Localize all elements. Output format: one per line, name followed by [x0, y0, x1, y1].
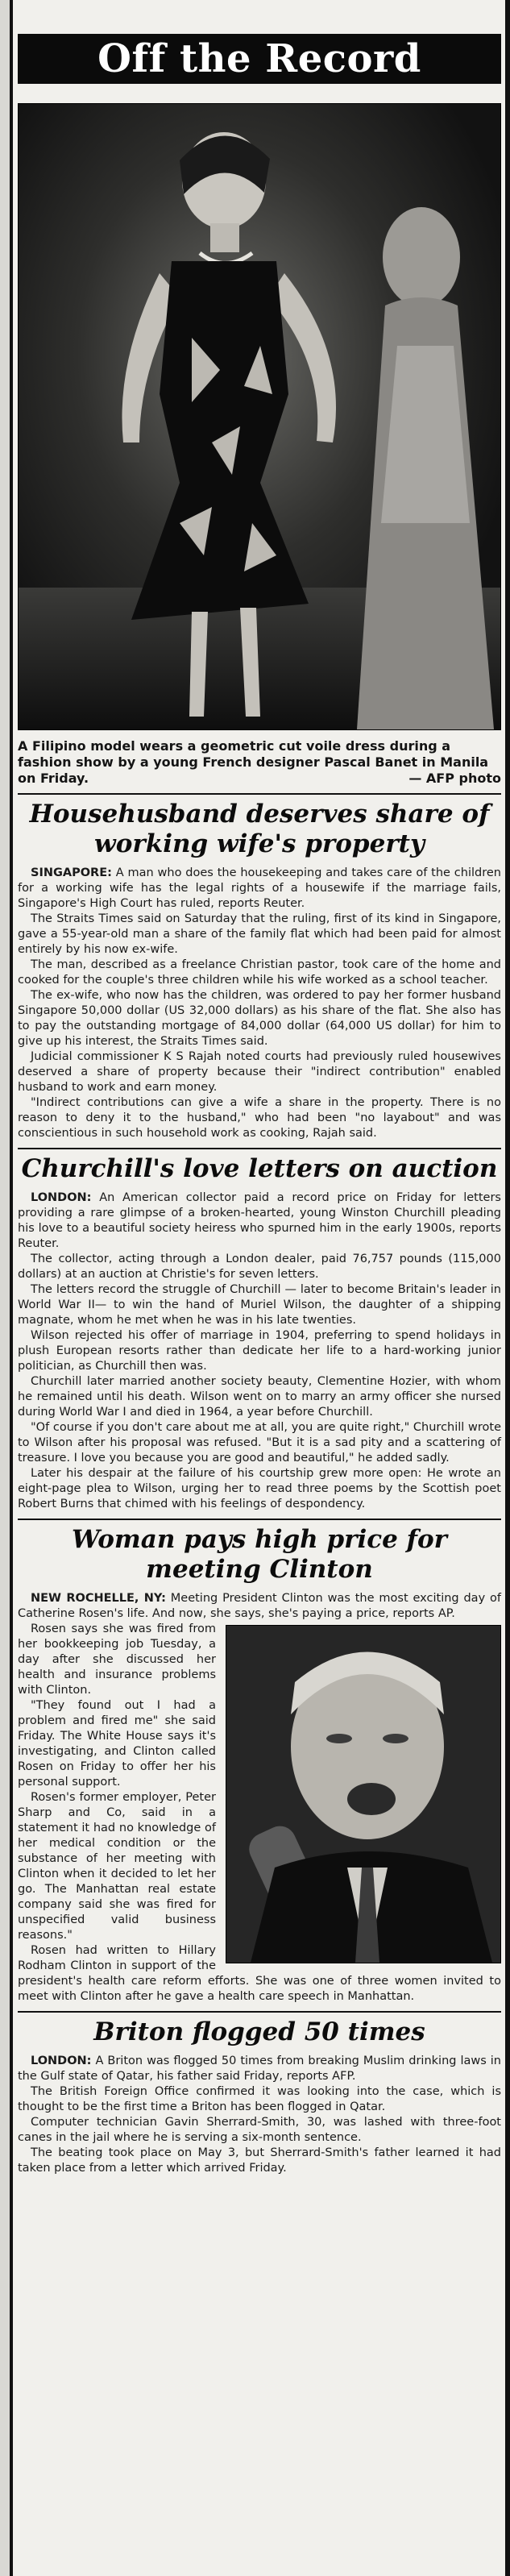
article-paragraph: The man, described as a freelance Christian pastor, took care of the home and cooked for the couple's three children while his wife worked as a school teacher. — [18, 958, 501, 987]
article-paragraph: Computer technician Gavin Sherrard-Smith, 30, was lashed with three-foot canes in the jail where he is serving a six-month sentence. — [18, 2116, 501, 2144]
househusband-headline: Househusband deserves share of working wife's property — [29, 800, 490, 858]
article-paragraph: "Indirect contributions can give a wife a share in the property. There is no reason to deny it to the husband," who had been "no layabout" and was conscientious in such household work as cooking, Rajah said. — [18, 1096, 501, 1140]
caption-text: A Filipino model wears a geometric cut voile dress during a fashion show by a young French designer Pascal Banet in Manila on Friday. — [18, 738, 489, 786]
churchill-article — [18, 1154, 501, 1512]
article-paragraph: The ex-wife, who now has the children, was ordered to pay her former husband Singapore 50,000 dollar (US 32,000 dollars) as his share of the flat. She also has to pay the outstanding mortgage of 84,000 dollar (64,000 US dollar) for him to give up his interest, the Straits Times said. — [18, 989, 501, 1048]
article-paragraph: Rosen says she was fired from her bookkeeping job Tuesday, a day after she discussed her health and insurance problems with Clinton. — [18, 1622, 216, 1697]
section-divider — [18, 1519, 501, 1520]
article-paragraph: The Straits Times said on Saturday that the ruling, first of its kind in Singapore, gave a 55-year-old man a share of the family flat which had been paid for almost entirely by his now ex-wife. — [18, 912, 501, 956]
column-rule — [10, 0, 13, 2576]
briton-headline: Briton flogged 50 times — [93, 2017, 425, 2046]
clinton-photo — [226, 1625, 501, 1963]
article-paragraph: Judicial commissioner K S Rajah noted courts had previously ruled housewives deserved a share of property because their "indirect contribution" enabled husband to work and earn money. — [18, 1050, 501, 1094]
clinton-portrait-illustration — [226, 1626, 500, 1963]
article-paragraph: NEW ROCHELLE, NY: Meeting President Clinton was the most exciting day of Catherine Rosen's life. And now, she says, she's paying a price, reports AP. — [18, 1592, 501, 1620]
article-paragraph: "Of course if you don't care about me at all, you are quite right," Churchill wrote to Wilson after his proposal was refused. "But it is a sad pity and a scattering of treasure. I love you because you are good and beautiful," he added sadly. — [18, 1421, 501, 1465]
househusband-article — [18, 800, 501, 1141]
masthead-title: Off the Record — [18, 34, 501, 84]
clinton-article — [18, 1525, 501, 2005]
right-border — [505, 0, 510, 2576]
article-paragraph: The beating took place on May 3, but Sherrard-Smith's father learned it had taken place from a letter which arrived Friday. — [18, 2146, 501, 2175]
article-paragraph: The collector, acting through a London dealer, paid 76,757 pounds (115,000 dollars) at an auction at Christie's for seven letters. — [18, 1253, 501, 1281]
dateline: LONDON: — [31, 2055, 92, 2067]
article-paragraph: The British Foreign Office confirmed it was looking into the case, which is thought to be the first time a Briton has been flogged in Qatar. — [18, 2085, 501, 2113]
article-paragraph: Later his despair at the failure of his courtship grew more open: He wrote an eight-page plea to Wilson, urging her to read three poems by the Scottish poet Robert Burns that chimed with his feelings of despondency. — [18, 1467, 501, 1510]
dateline: SINGAPORE: — [31, 866, 112, 879]
article-paragraph: Churchill later married another society beauty, Clementine Hozier, with whom he remained until his death. Wilson went on to marry an army officer she nursed during World War I and died in 1964, a year before Churchill. — [18, 1375, 501, 1419]
photo-credit: — AFP photo — [408, 771, 501, 786]
dateline: NEW ROCHELLE, NY: — [31, 1592, 166, 1605]
section-divider — [18, 2011, 501, 2013]
article-paragraph: LONDON: A Briton was flogged 50 times from breaking Muslim drinking laws in the Gulf state of Qatar, his father said Friday, reports AFP. — [18, 2055, 501, 2083]
model-photo-illustration — [19, 104, 501, 729]
article-paragraph: The letters record the struggle of Churchill — later to become Britain's leader in World War II— to win the hand of Muriel Wilson, the daughter of a shipping magnate, whom he met when he was in his late twenties. — [18, 1283, 501, 1327]
article-paragraph: Rosen's former employer, Peter Sharp and Co, said in a statement it had no knowledge of her medical condition or the substance of her meeting with Clinton when it decided to let her go. The Manhattan real estate company said she was fired for unspecified valid business reasons." — [18, 1791, 216, 1942]
churchill-headline: Churchill's love letters on auction — [21, 1154, 498, 1183]
section-divider — [18, 1148, 501, 1149]
article-paragraph: LONDON: An American collector paid a record price on Friday for letters providing a rare glimpse of a broken-hearted, young Winston Churchill pleading his love to a beautiful society heiress who spurned him in the early 1900s, reports Reuter. — [18, 1191, 501, 1250]
dateline: LONDON: — [31, 1191, 92, 1204]
photo-caption — [18, 738, 501, 787]
article-paragraph: Rosen had written to Hillary Rodham Clinton in support of the president's health care reform efforts. She was one of three women invited to meet with Clinton after he gave a health care speech in Manhattan. — [18, 1944, 501, 2003]
article-paragraph: "They found out I had a problem and fired me" she said Friday. The White House says it's investigating, and Clinton called Rosen on Friday to offer her his personal support. — [18, 1699, 216, 1789]
briton-article — [18, 2017, 501, 2176]
section-divider — [18, 793, 501, 795]
article-paragraph: SINGAPORE: A man who does the housekeeping and takes care of the children for a working wife has the legal rights of a housewife if the marriage fails, Singapore's High Court has ruled, reports Reuter. — [18, 866, 501, 910]
clinton-headline: Woman pays high price for meeting Clinton — [71, 1525, 448, 1584]
fashion-show-photo — [18, 103, 501, 730]
article-paragraph: Wilson rejected his offer of marriage in 1904, preferring to spend holidays in plush European resorts rather than dedicate her life to a hard-working junior politician, as Churchill then was. — [18, 1329, 501, 1373]
off-the-record-column — [18, 0, 501, 2176]
